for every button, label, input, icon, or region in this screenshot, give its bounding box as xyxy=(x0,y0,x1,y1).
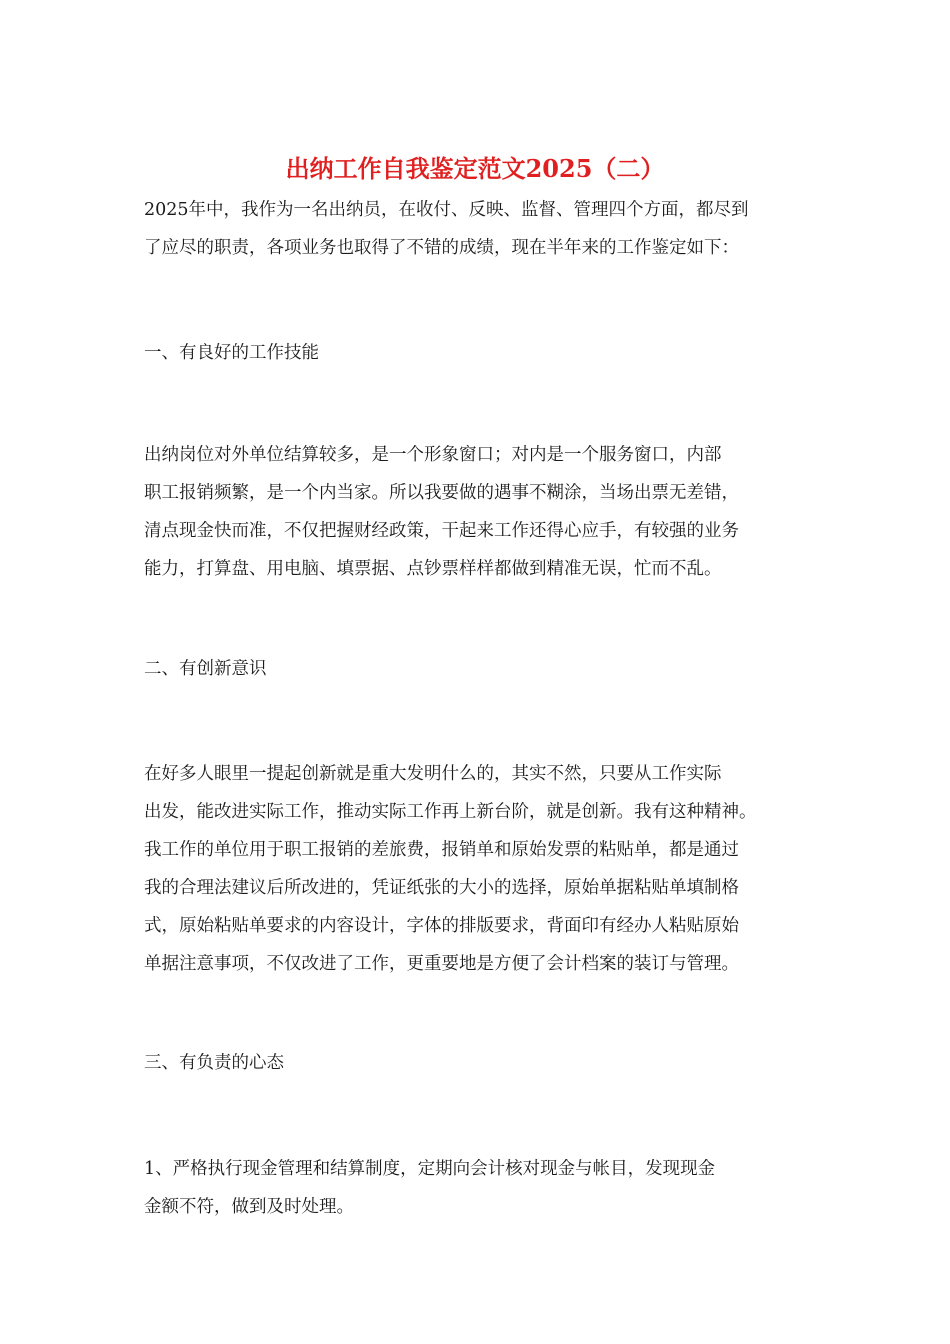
section-heading-1: 一、有良好的工作技能 xyxy=(144,343,319,363)
section-1-paragraph: 出纳岗位对外单位结算较多，是一个形象窗口；对内是一个服务窗口，内部 职工报销频繁，是一个内当家。所以我要做的遇事不糊涂，当场出票无差错， 清点现金快而准，不仅把握财经政策，干起来工作还得心应手，有较强的业务 能力，打算盘、用电脑、填票据、点钞票样样都做到精准无误，忙而不乱。 xyxy=(144,445,739,579)
section-heading-3: 三、有负责的心态 xyxy=(144,1053,284,1073)
section-heading-2: 二、有创新意识 xyxy=(144,659,267,679)
section-2-paragraph: 在好多人眼里一提起创新就是重大发明什么的，其实不然，只要从工作实际 出发，能改进实际工作，推动实际工作再上新台阶，就是创新。我有这种精神。 我工作的单位用于职工报销的差旅费，报销单和原始发票的粘贴单，都是通过 我的合理法建议后所改进的，凭证纸张的大小的选择，原始单据粘贴单填制格 式，原始粘贴单要求的内容设计，字体的排版要求，背面印有经办人粘贴原始 单据注意事项，不仅改进了工作，更重要地是方便了会计档案的装订与管理。 xyxy=(144,764,757,974)
intro-paragraph: 2025年中，我作为一名出纳员，在收付、反映、监督、管理四个方面，都尽到 了应尽的职责，各项业务也取得了不错的成绩，现在半年来的工作鉴定如下： xyxy=(144,200,749,258)
document-title: 出纳工作自我鉴定范文2025（二） xyxy=(285,154,665,183)
section-3-paragraph: 1、严格执行现金管理和结算制度，定期向会计核对现金与帐目，发现现金 金额不符，做到及时处理。 xyxy=(144,1159,716,1217)
